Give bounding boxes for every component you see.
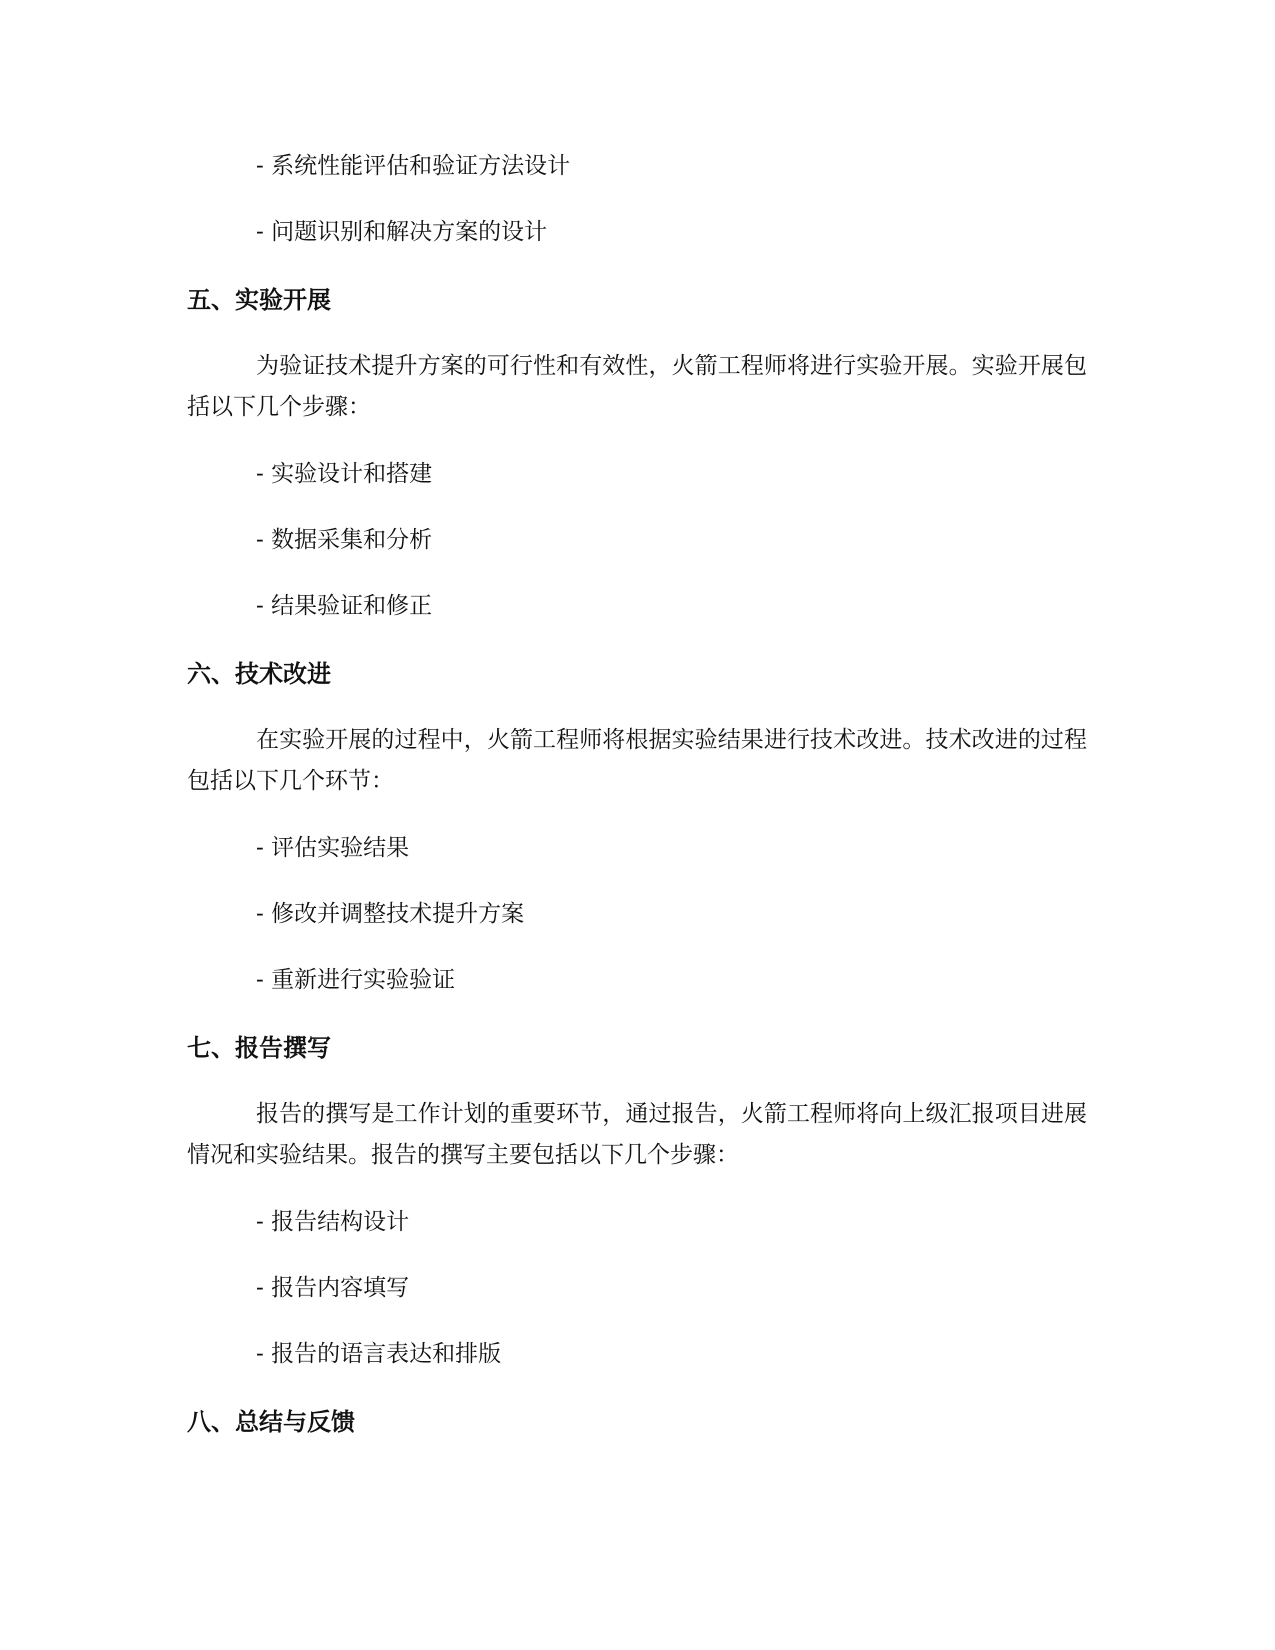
section-paragraph-5: 为验证技术提升方案的可行性和有效性，火箭工程师将进行实验开展。实验开展包括以下几个步骤： [187,353,1087,420]
section-heading-8: 八、总结与反馈 [187,1408,355,1436]
section-heading-6: 六、技术改进 [187,660,331,688]
list-item: - 问题识别和解决方案的设计 [256,219,548,245]
list-item: - 报告内容填写 [256,1275,410,1301]
section-paragraph-7: 报告的撰写是工作计划的重要环节，通过报告，火箭工程师将向上级汇报项目进展情况和实验结果。报告的撰写主要包括以下几个步骤： [187,1101,1087,1168]
list-item: - 报告的语言表达和排版 [256,1341,502,1367]
list-item: - 修改并调整技术提升方案 [256,901,525,927]
list-item: - 实验设计和搭建 [256,461,433,487]
list-item: - 数据采集和分析 [256,527,433,553]
list-item: - 结果验证和修正 [256,593,433,619]
section-heading-5: 五、实验开展 [187,286,331,314]
list-item: - 报告结构设计 [256,1209,410,1235]
section-paragraph-6: 在实验开展的过程中，火箭工程师将根据实验结果进行技术改进。技术改进的过程包括以下几个环节： [187,727,1087,794]
list-item: - 评估实验结果 [256,835,410,861]
list-item: - 重新进行实验验证 [256,967,456,993]
section-heading-7: 七、报告撰写 [187,1034,331,1062]
list-item: - 系统性能评估和验证方法设计 [256,153,571,179]
